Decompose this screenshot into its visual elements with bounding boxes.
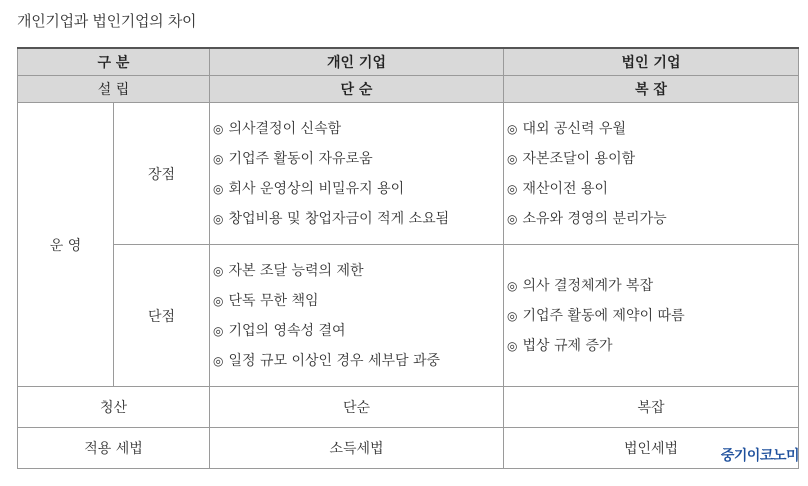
bullet-icon: ◎ [507, 308, 518, 323]
list-item [213, 346, 503, 376]
cons-label: 단점 [114, 245, 210, 387]
list-item [507, 114, 798, 144]
cons-row [18, 245, 799, 387]
list-item-text: 기업의 영속성 결여 [228, 322, 346, 339]
pros-label: 장점 [114, 103, 210, 245]
list-item-text: 창업비용 및 창업자금이 적게 소요됨 [228, 210, 450, 227]
list-item [507, 174, 798, 204]
list-item [507, 331, 798, 361]
list-item-text: 단독 무한 책임 [228, 292, 319, 309]
list-item [213, 316, 503, 346]
bullet-icon: ◎ [213, 121, 224, 136]
list-item [507, 301, 798, 331]
establishment-label: 설 립 [18, 76, 210, 103]
tax-row [18, 428, 799, 469]
establishment-individual: 단 순 [210, 76, 504, 103]
cons-individual-list [210, 245, 504, 387]
header-individual: 개인 기업 [210, 48, 504, 76]
list-item [507, 271, 798, 301]
list-item-text: 기업주 활동에 제약이 따름 [522, 307, 685, 324]
bullet-icon: ◎ [213, 211, 224, 226]
list-item [213, 174, 503, 204]
bullet-icon: ◎ [507, 151, 518, 166]
pros-individual-list [210, 103, 504, 245]
list-item-text: 자본조달이 용이함 [522, 150, 636, 167]
list-item-text: 소유와 경영의 분리가능 [522, 210, 667, 227]
page-title: 개인기업과 법인기업의 차이 [17, 12, 197, 30]
liquidation-row [18, 387, 799, 428]
list-item-text: 의사결정이 신속함 [228, 120, 342, 137]
table-header-row [18, 48, 799, 76]
list-item-text: 회사 운영상의 비밀유지 용이 [228, 180, 405, 197]
header-category: 구 분 [18, 48, 210, 76]
list-item [213, 286, 503, 316]
bullet-icon: ◎ [507, 338, 518, 353]
tax-label: 적용 세법 [18, 428, 210, 469]
list-item [507, 144, 798, 174]
liquidation-individual: 단순 [210, 387, 504, 428]
list-item-text: 자본 조달 능력의 제한 [228, 262, 364, 279]
list-item-text: 대외 공신력 우월 [522, 120, 627, 137]
cons-corporate-list [504, 245, 799, 387]
list-item-text: 의사 결정체계가 복잡 [522, 277, 654, 294]
list-item-text: 기업주 활동이 자유로움 [228, 150, 373, 167]
bullet-icon: ◎ [213, 151, 224, 166]
list-item [213, 256, 503, 286]
establishment-corporate: 복 잡 [504, 76, 799, 103]
tax-individual: 소득세법 [210, 428, 504, 469]
bullet-icon: ◎ [213, 181, 224, 196]
establishment-row [18, 76, 799, 103]
bullet-icon: ◎ [507, 211, 518, 226]
list-item-text: 재산이전 용이 [522, 180, 609, 197]
list-item [213, 114, 503, 144]
operation-label: 운 영 [18, 103, 114, 387]
bullet-icon: ◎ [507, 121, 518, 136]
liquidation-label: 청산 [18, 387, 210, 428]
brand-logo-text: 중기이코노미 [720, 448, 799, 464]
list-item-text: 일정 규모 이상인 경우 세부담 과중 [228, 352, 441, 369]
tax-corporate: 법인세법 [504, 428, 799, 469]
list-item [213, 204, 503, 234]
list-item [507, 204, 798, 234]
pros-corporate-list [504, 103, 799, 245]
bullet-icon: ◎ [213, 263, 224, 278]
list-item-text: 법상 규제 증가 [522, 337, 613, 354]
bullet-icon: ◎ [507, 181, 518, 196]
liquidation-corporate: 복잡 [504, 387, 799, 428]
bullet-icon: ◎ [213, 323, 224, 338]
bullet-icon: ◎ [213, 353, 224, 368]
pros-row [18, 103, 799, 245]
list-item [213, 144, 503, 174]
comparison-table [17, 47, 799, 469]
bullet-icon: ◎ [213, 293, 224, 308]
header-corporate: 법인 기업 [504, 48, 799, 76]
bullet-icon: ◎ [507, 278, 518, 293]
